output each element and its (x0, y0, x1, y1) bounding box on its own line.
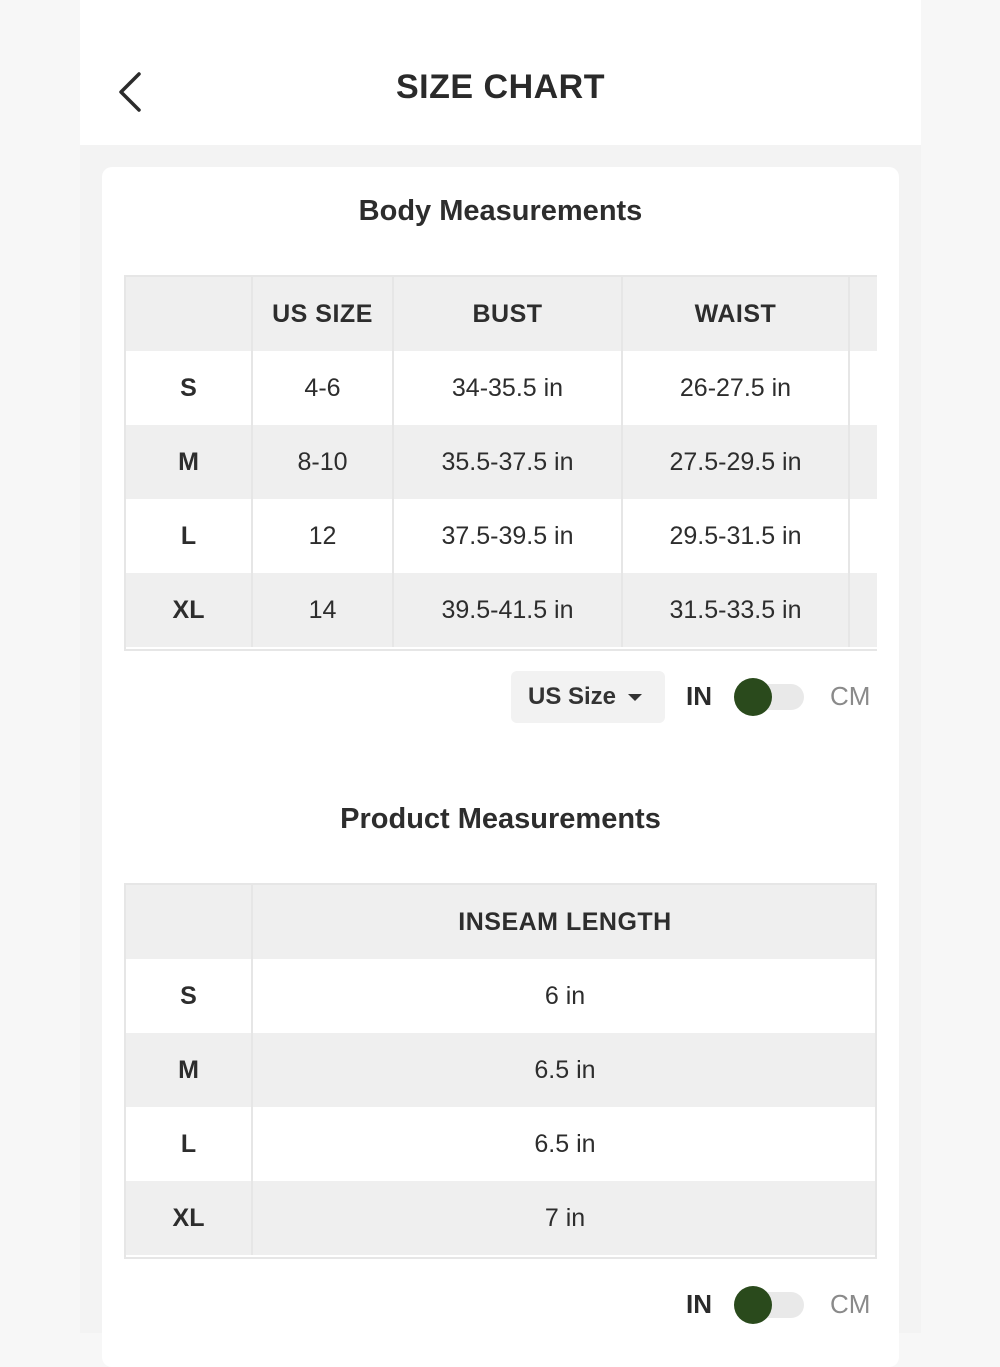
size-cell: L (126, 1107, 252, 1181)
unit-cm-label[interactable]: CM (830, 1289, 871, 1319)
size-system-select-value: US Size (528, 683, 617, 710)
unit-toggle[interactable] (734, 678, 806, 716)
product-measurements-controls (102, 1279, 899, 1331)
waist-cell: 26-27.5 in (622, 351, 849, 425)
unit-cm-label[interactable]: CM (830, 681, 871, 711)
bust-cell: 39.5-41.5 in (393, 573, 622, 647)
unit-in-label[interactable]: IN (686, 681, 712, 711)
overflow-cell (849, 499, 877, 573)
us-size-cell: 4-6 (252, 351, 393, 425)
size-cell: M (126, 1033, 252, 1107)
size-cell: L (126, 499, 252, 573)
table-header-row (126, 277, 877, 351)
table-row (126, 1107, 877, 1181)
inseam-cell: 6.5 in (252, 1033, 877, 1107)
size-cell: S (126, 959, 252, 1033)
size-system-select[interactable] (511, 671, 665, 723)
column-header-waist: WAIST (622, 277, 849, 351)
inseam-cell: 6 in (544, 981, 586, 1010)
table-row (126, 573, 877, 647)
size-chart-card (102, 167, 899, 1367)
body-measurements-title: Body Measurements (358, 195, 643, 227)
unit-in-label[interactable]: IN (686, 1289, 712, 1319)
column-header-size (126, 885, 252, 959)
us-size-cell: 12 (252, 499, 393, 573)
inseam-cell: 6.5 in (534, 1129, 596, 1158)
table-row (126, 1181, 877, 1255)
size-cell: XL (126, 1181, 252, 1255)
table-row (126, 351, 877, 425)
inseam-cell: 7 in (252, 1181, 877, 1255)
us-size-cell: 14 (252, 573, 393, 647)
product-measurements-table (124, 883, 877, 1259)
product-measurements-title: Product Measurements (340, 803, 661, 835)
column-header-size (126, 277, 252, 351)
phone-screen (80, 0, 921, 1333)
waist-cell: 29.5-31.5 in (622, 499, 849, 573)
body-measurements-table[interactable] (124, 275, 877, 651)
waist-cell: 31.5-33.5 in (622, 573, 849, 647)
table-row (126, 425, 877, 499)
bust-cell: 35.5-37.5 in (393, 425, 622, 499)
bust-cell: 37.5-39.5 in (393, 499, 622, 573)
unit-toggle-knob (734, 678, 772, 716)
table-row (126, 1033, 877, 1107)
bust-cell: 34-35.5 in (393, 351, 622, 425)
overflow-cell (849, 573, 877, 647)
caret-down-icon (628, 694, 642, 701)
column-header-hidden (849, 277, 877, 351)
header-bar (80, 0, 921, 145)
size-cell: XL (126, 573, 252, 647)
table-row (126, 499, 877, 573)
column-header-inseam-length: INSEAM LENGTH (252, 885, 877, 959)
body-measurements-controls (102, 671, 899, 723)
column-header-bust: BUST (393, 277, 622, 351)
unit-toggle[interactable] (734, 1286, 806, 1324)
page-title: SIZE CHART (396, 68, 605, 106)
size-cell: M (126, 425, 252, 499)
unit-toggle-knob (734, 1286, 772, 1324)
column-header-us-size: US SIZE (252, 277, 393, 351)
overflow-cell (849, 351, 877, 425)
waist-cell: 27.5-29.5 in (622, 425, 849, 499)
us-size-cell: 8-10 (252, 425, 393, 499)
table-row (126, 959, 877, 1033)
size-cell: S (126, 351, 252, 425)
table-header-row (126, 885, 877, 959)
overflow-cell (849, 425, 877, 499)
